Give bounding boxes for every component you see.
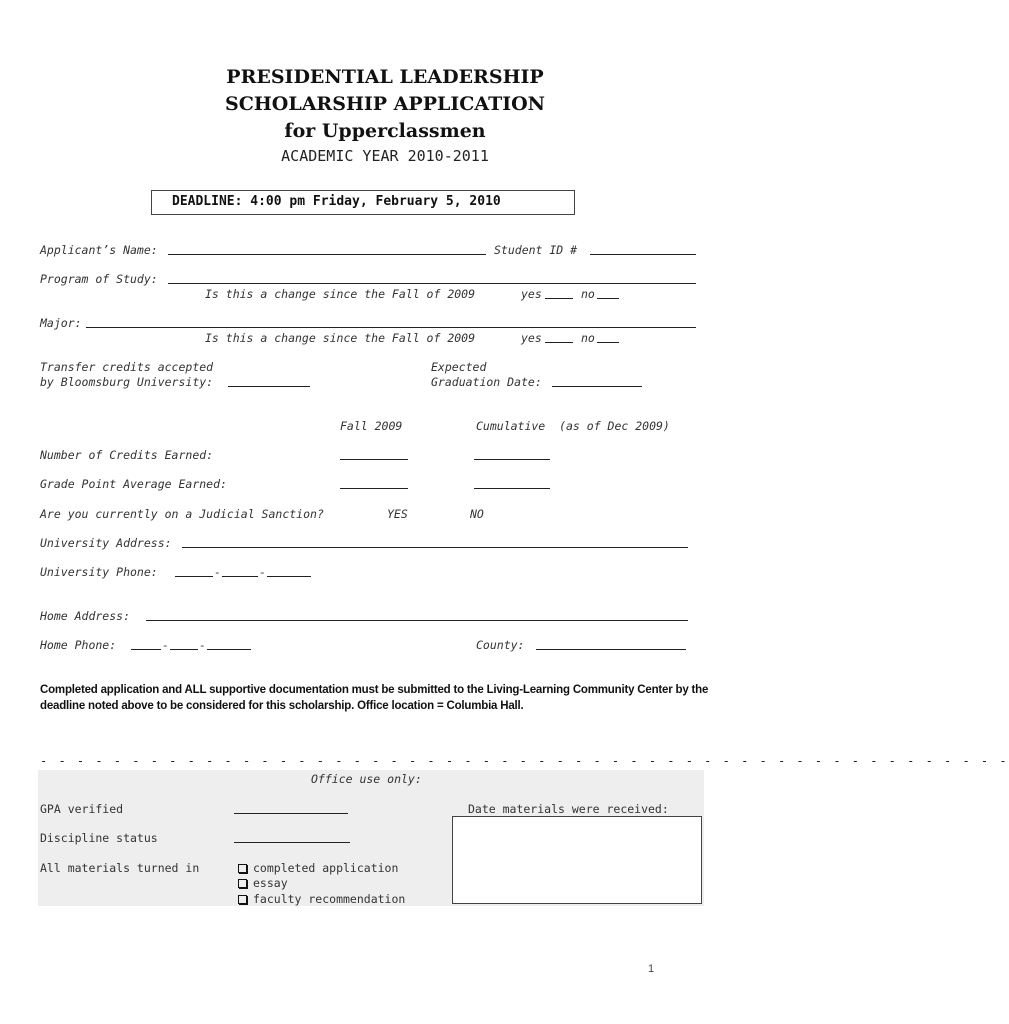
student-id-field[interactable] <box>590 254 696 255</box>
checklist-item[interactable] <box>238 861 398 875</box>
major-field[interactable] <box>86 327 696 328</box>
home-phone-prefix-field[interactable] <box>170 649 198 650</box>
judicial-label: Are you currently on a Judicial Sanction? <box>40 507 324 521</box>
transfer-label-line2: by Bloomsburg University: <box>40 375 214 389</box>
checkbox-icon[interactable] <box>238 879 247 888</box>
home-phone-dash-2: - <box>199 638 206 652</box>
checklist-item-label: essay <box>253 876 288 890</box>
gpa-verified-field[interactable] <box>234 813 348 814</box>
title-line-2: SCHOLARSHIP APPLICATION <box>224 93 546 115</box>
program-yes-label: yes <box>521 287 542 301</box>
checkbox-icon[interactable] <box>238 864 247 873</box>
home-address-label: Home Address: <box>40 609 131 623</box>
student-id-label: Student ID # <box>494 243 578 257</box>
home-phone-label: Home Phone: <box>40 638 117 652</box>
applicant-name-field[interactable] <box>168 254 486 255</box>
program-yes-field[interactable] <box>545 298 573 299</box>
program-no-field[interactable] <box>597 298 619 299</box>
checkbox-icon[interactable] <box>238 895 247 904</box>
university-address-label: University Address: <box>40 536 172 550</box>
program-change-question: Is this a change since the Fall of 2009 <box>205 287 476 301</box>
title-line-1: PRESIDENTIAL LEADERSHIP <box>226 66 544 88</box>
column-fall-2009: Fall 2009 <box>340 419 403 433</box>
credits-label: Number of Credits Earned: <box>40 448 214 462</box>
checklist-item-label: faculty recommendation <box>253 892 406 906</box>
gpa-verified-label: GPA verified <box>40 802 124 816</box>
transfer-label-line1: Transfer credits accepted <box>40 360 214 374</box>
academic-year: ACADEMIC YEAR 2010-2011 <box>281 147 489 165</box>
university-address-field[interactable] <box>182 547 688 548</box>
discipline-status-label: Discipline status <box>40 831 158 845</box>
expected-label-line1: Expected <box>431 360 487 374</box>
deadline-box <box>151 190 575 215</box>
county-field[interactable] <box>536 649 686 650</box>
checklist-item[interactable] <box>238 892 405 906</box>
major-no-field[interactable] <box>597 342 619 343</box>
discipline-status-field[interactable] <box>234 842 350 843</box>
home-address-field[interactable] <box>146 620 688 621</box>
title-line-3: for Upperclassmen <box>284 120 486 142</box>
transfer-credits-field[interactable] <box>228 386 310 387</box>
date-received-label: Date materials were received: <box>468 802 669 816</box>
materials-label: All materials turned in <box>40 861 200 875</box>
university-phone-dash-1: - <box>214 565 221 579</box>
university-phone-label: University Phone: <box>40 565 158 579</box>
date-received-box[interactable] <box>452 816 702 904</box>
home-phone-line-field[interactable] <box>207 649 251 650</box>
major-no-label: no <box>581 331 595 345</box>
applicant-name-label: Applicant’s Name: <box>40 243 158 257</box>
university-phone-area-field[interactable] <box>175 576 213 577</box>
program-label: Program of Study: <box>40 272 158 286</box>
university-phone-prefix-field[interactable] <box>222 576 258 577</box>
university-phone-dash-2: - <box>259 565 266 579</box>
credits-cumulative-field[interactable] <box>474 459 550 460</box>
home-phone-area-field[interactable] <box>131 649 161 650</box>
major-label: Major: <box>40 316 82 330</box>
gpa-fall-field[interactable] <box>340 488 408 489</box>
major-change-question: Is this a change since the Fall of 2009 <box>205 331 476 345</box>
program-field[interactable] <box>168 283 696 284</box>
checklist-item[interactable] <box>238 876 288 890</box>
judicial-yes-option[interactable]: YES <box>387 507 408 521</box>
major-yes-field[interactable] <box>545 342 573 343</box>
credits-fall-field[interactable] <box>340 459 408 460</box>
judicial-no-option[interactable]: NO <box>470 507 484 521</box>
cut-line: - - - - - - - - - - - - - - - - - - - - - - - - - - - - - - - - - - - - - - - - - - - - - - - - - - - - - <box>40 754 1009 768</box>
graduation-date-field[interactable] <box>552 386 642 387</box>
major-yes-label: yes <box>521 331 542 345</box>
expected-label-line2: Graduation Date: <box>431 375 542 389</box>
deadline-text: DEADLINE: 4:00 pm Friday, February 5, 2010 <box>172 194 501 209</box>
page-number: 1 <box>648 963 655 975</box>
office-use-heading: Office use only: <box>311 772 422 786</box>
column-cumulative: Cumulative (as of Dec 2009) <box>476 419 670 433</box>
university-phone-line-field[interactable] <box>267 576 311 577</box>
program-no-label: no <box>581 287 595 301</box>
county-label: County: <box>476 638 525 652</box>
gpa-cumulative-field[interactable] <box>474 488 550 489</box>
checklist-item-label: completed application <box>253 861 399 875</box>
gpa-label: Grade Point Average Earned: <box>40 477 227 491</box>
home-phone-dash-1: - <box>162 638 169 652</box>
submission-notice: Completed application and ALL supportive documentation must be submitted to the Living-Learning Community Center by the deadline noted above to be considered for this scholarship. Office location = Columbia Hall. <box>40 684 709 712</box>
